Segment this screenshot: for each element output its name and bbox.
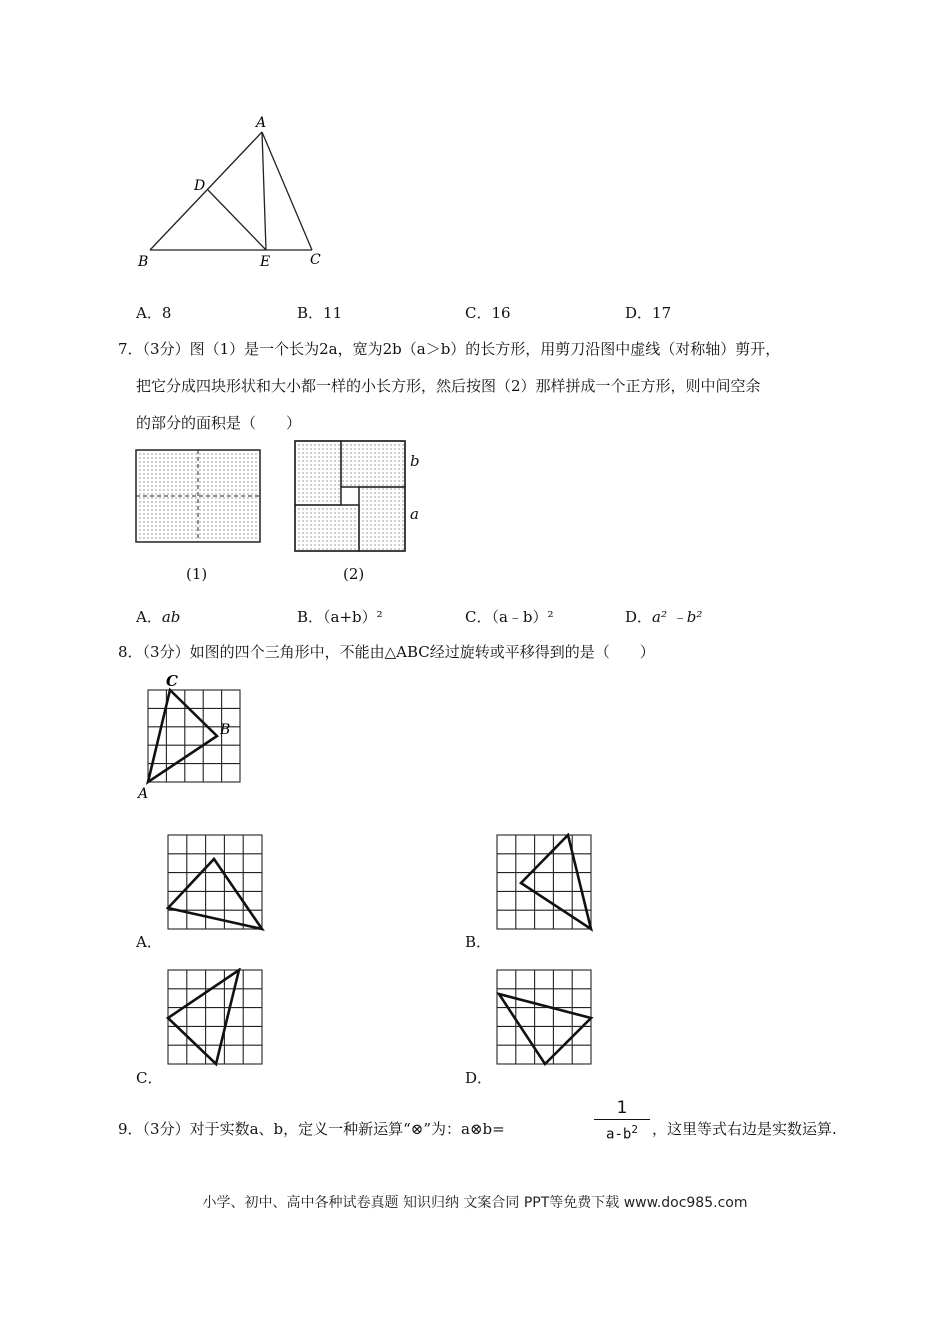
rectangle-figure-1 [134, 448, 264, 544]
q6-option-b: B．11 [297, 304, 343, 322]
square-figure-2 [293, 439, 407, 553]
q7-line-3: 的部分的面积是（ ） [136, 414, 302, 432]
label-C: C [310, 252, 321, 268]
q7-line-2: 把它分成四块形状和大小都一样的小长方形，然后按图（2）那样拼成一个正方形，则中间空余 [136, 377, 761, 395]
figure-caption-1: (1) [186, 565, 208, 583]
label-B: B [138, 254, 149, 270]
q8-line-1: 8．（3分）如图的四个三角形中，不能由△ABC经过旋转或平移得到的是（ ） [118, 643, 655, 661]
grid-option-d [495, 968, 595, 1068]
fraction-bar [594, 1119, 650, 1120]
label-b-side: b [410, 452, 420, 470]
grid-triangle-abc [136, 670, 246, 800]
q8-option-c-label: C． [136, 1069, 163, 1087]
q7-option-d: D．a² ﹣b² [625, 608, 703, 626]
grid-option-a [166, 833, 266, 933]
q7-option-a: A．ab [136, 608, 181, 626]
q7-line-1: 7．（3分）图（1）是一个长为2a，宽为2b（a＞b）的长方形，用剪刀沿图中虚线（对称轴）剪开， [118, 340, 781, 358]
label-a-side: a [410, 505, 419, 523]
q9-lead: 9．（3分）对于实数a、b，定义一种新运算“⊗”为：a⊗b= [118, 1120, 505, 1138]
q7-option-c: C．（a﹣b）² [465, 608, 554, 626]
label-D: D [194, 178, 206, 194]
q6-option-a: A．8 [136, 304, 172, 322]
triangle-figure-q6 [130, 110, 340, 270]
page-footer: 小学、初中、高中各种试卷真题 知识归纳 文案合同 PPT等免费下载 www.doc985.com [202, 1195, 748, 1211]
figure-caption-2: (2) [343, 565, 365, 583]
q6-option-d: D．17 [625, 304, 672, 322]
q8-option-b-label: B． [465, 933, 492, 951]
q9-numerator: 1 [616, 1098, 628, 1118]
label-E: E [260, 254, 271, 270]
q9-denominator: $a-b^2$ [606, 1123, 638, 1143]
q6-option-c: C．16 [465, 304, 511, 322]
label-B-grid: B [220, 722, 231, 738]
grid-option-c [166, 968, 266, 1068]
grid-option-b [495, 833, 595, 933]
q8-option-a-label: A． [136, 933, 162, 951]
q9-tail: ，这里等式右边是实数运算. [652, 1120, 837, 1138]
q8-option-d-label: D． [465, 1069, 493, 1087]
label-A: A [256, 115, 267, 131]
q9-fraction [594, 1098, 650, 1144]
q7-option-b: B．（a+b）² [297, 608, 383, 626]
label-A-grid: A [138, 786, 149, 800]
label-C-grid: C [166, 672, 178, 690]
